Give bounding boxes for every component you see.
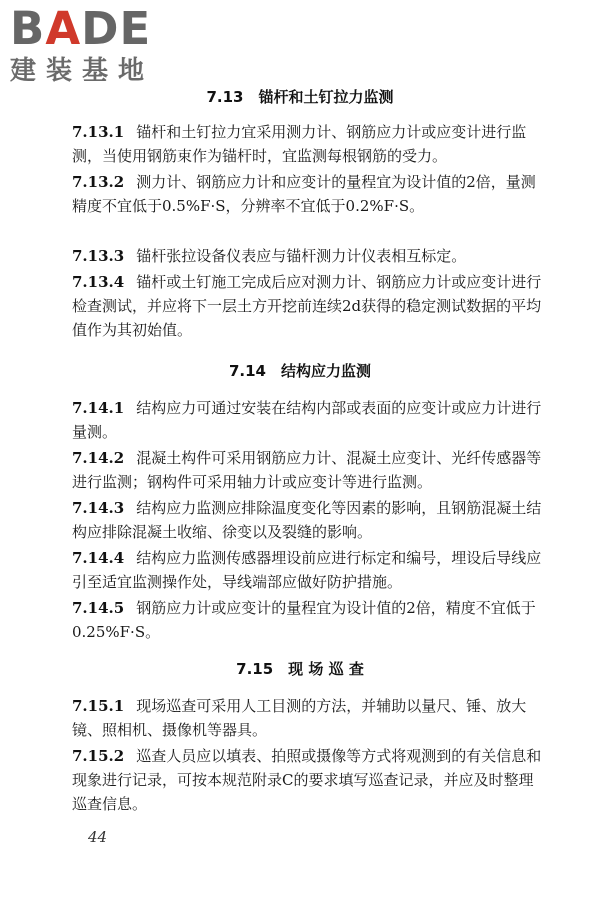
clause-number: 7.14.2	[72, 449, 125, 467]
clause-text: 锚杆和土钉拉力宜采用测力计、钢筋应力计或应变计进行监测，当使用钢筋束作为锚杆时，宜监测每根钢筋的受力。	[72, 123, 527, 165]
clause-text: 结构应力监测传感器埋设前应进行标定和编号，埋设后导线应引至适宜监测操作处，导线端部应做好防护措施。	[72, 549, 542, 591]
logo-letter-a: A	[45, 2, 82, 55]
clause-text: 结构应力可通过安装在结构内部或表面的应变计或应力计进行量测。	[72, 399, 542, 441]
section-title-7-14: 7.14 结构应力监测	[228, 362, 371, 380]
logo-letters-de: DE	[81, 2, 152, 55]
clause-7-14-2	[72, 446, 542, 494]
section-title-7-15: 7.15 现 场 巡 查	[236, 660, 364, 678]
logo-subtitle: 建装基地	[10, 56, 155, 86]
logo-letter-b: B	[10, 2, 46, 55]
clause-number: 7.14.1	[72, 399, 125, 417]
clause-7-14-1	[72, 396, 542, 444]
clause-7-14-5	[72, 596, 542, 644]
clause-number: 7.13.3	[72, 247, 125, 265]
clause-7-13-1	[72, 120, 542, 168]
clause-text: 锚杆或土钉施工完成后应对测力计、钢筋应力计或应变计进行检查测试，并应将下一层土方开挖前连续2d获得的稳定测试数据的平均值作为其初始值。	[72, 273, 542, 339]
clause-text: 测力计、钢筋应力计和应变计的量程宜为设计值的2倍，量测精度不宜低于0.5%F·S，分辨率不宜低于0.2%F·S。	[72, 173, 536, 215]
clause-7-14-4	[72, 546, 542, 594]
clause-7-15-2	[72, 744, 542, 816]
clause-7-13-4	[72, 270, 542, 342]
clause-text: 混凝土构件可采用钢筋应力计、混凝土应变计、光纤传感器等进行监测；钢构件可采用轴力计或应变计等进行监测。	[72, 449, 542, 491]
clause-number: 7.13.2	[72, 173, 125, 191]
clause-text: 巡查人员应以填表、拍照或摄像等方式将观测到的有关信息和现象进行记录，可按本规范附录C的要求填写巡查记录，并应及时整理巡查信息。	[72, 747, 542, 813]
clause-7-14-3	[72, 496, 542, 544]
clause-number: 7.15.1	[72, 697, 125, 715]
section-title-7-13: 7.13 锚杆和土钉拉力监测	[206, 88, 394, 106]
clause-7-13-2	[72, 170, 542, 218]
clause-number: 7.13.4	[72, 273, 125, 291]
logo-wordmark	[10, 4, 180, 54]
clause-7-15-1	[72, 694, 542, 742]
clause-number: 7.14.3	[72, 499, 125, 517]
clause-number: 7.15.2	[72, 747, 125, 765]
clause-number: 7.13.1	[72, 123, 125, 141]
clause-number: 7.14.5	[72, 599, 125, 617]
page-number: 44	[88, 828, 108, 846]
clause-text: 锚杆张拉设备仪表应与锚杆测力计仪表相互标定。	[136, 247, 467, 265]
bade-logo	[10, 4, 180, 94]
clause-7-13-3	[72, 244, 542, 268]
clause-text: 钢筋应力计或应变计的量程宜为设计值的2倍，精度不宜低于0.25%F·S。	[72, 599, 536, 641]
clause-text: 结构应力监测应排除温度变化等因素的影响，且钢筋混凝土结构应排除混凝土收缩、徐变以及裂缝的影响。	[72, 499, 542, 541]
clause-text: 现场巡查可采用人工目测的方法，并辅助以量尺、锤、放大镜、照相机、摄像机等器具。	[72, 697, 527, 739]
clause-number: 7.14.4	[72, 549, 125, 567]
